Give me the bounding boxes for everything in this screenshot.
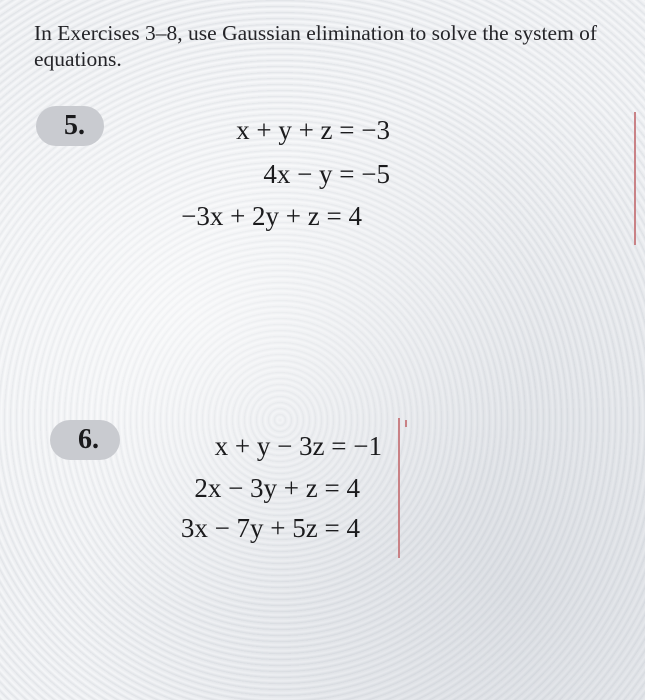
exercise-number-badge: 6.: [50, 420, 120, 460]
exercise-instructions: In Exercises 3–8, use Gaussian elimination to solve the system of equations.: [34, 21, 598, 71]
exercise-number-badge: 5.: [36, 106, 104, 146]
equation-5-2: 4x − y = −5: [263, 159, 390, 189]
equation-5-3: −3x + 2y + z = 4: [181, 201, 362, 231]
equation-6-3: 3x − 7y + 5z = 4: [180, 513, 360, 543]
margin-rule: [634, 112, 636, 245]
margin-tick: [405, 420, 407, 427]
equation-5-1: x + y + z = −3: [236, 115, 390, 145]
margin-rule: [398, 418, 400, 558]
equation-6-1: x + y − 3z = −1: [214, 431, 382, 461]
equation-6-2: 2x − 3y + z = 4: [194, 473, 360, 503]
